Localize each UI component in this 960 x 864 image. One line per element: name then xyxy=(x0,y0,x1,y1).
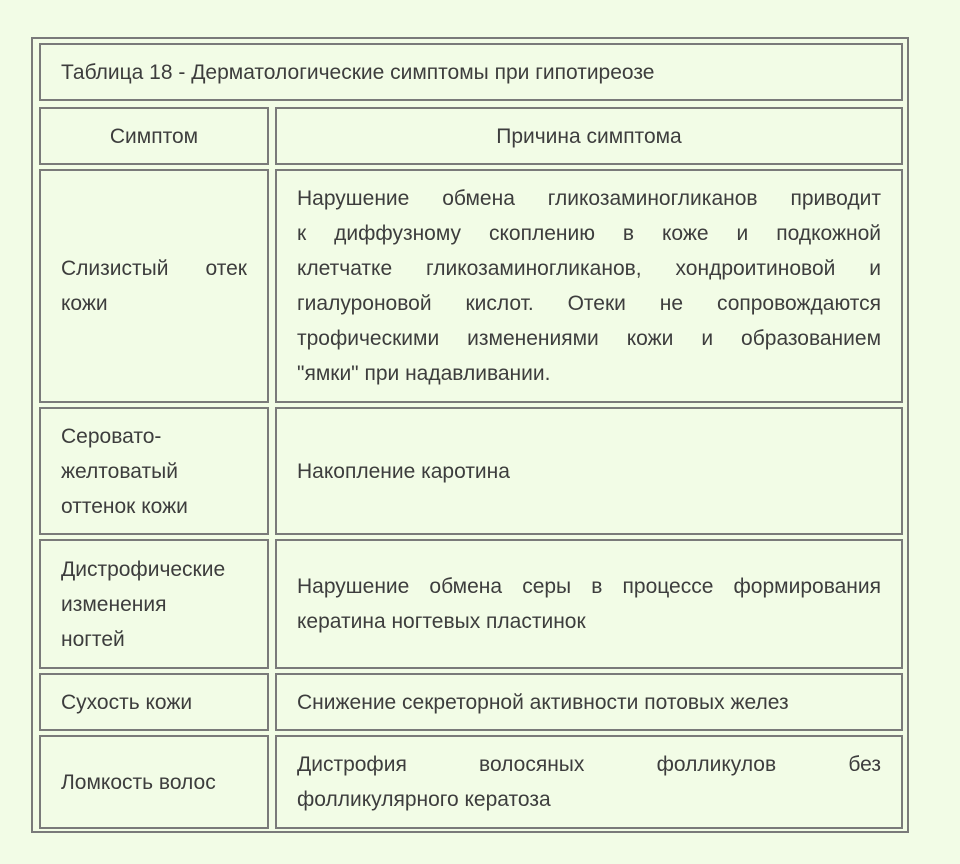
row-2-cause xyxy=(275,407,903,535)
row-1-symptom-lines xyxy=(61,251,247,321)
row-1-symptom xyxy=(39,169,269,403)
row-2-symptom-line: Серовато- xyxy=(61,424,162,448)
row-2-symptom-lines xyxy=(61,419,247,524)
row-5-cause xyxy=(275,735,903,829)
row-4-cause-line: Снижение секреторной активности потовых желез xyxy=(297,690,789,714)
row-3-cause-line: Нарушение обмена серы в процессе формирования xyxy=(297,575,881,598)
row-1-cause-line: трофическими изменениями кожи и образованием xyxy=(297,327,881,350)
row-3-symptom-line: изменения xyxy=(61,592,167,616)
row-3-cause-lines xyxy=(297,569,881,639)
row-1-cause-line: гиалуроновой кислот. Отеки не сопровождаются xyxy=(297,292,881,315)
row-4-symptom-line: Сухость кожи xyxy=(61,690,193,714)
row-5-symptom-line: Ломкость волос xyxy=(61,770,216,794)
row-5-cause-line: фолликулярного кератоза xyxy=(297,788,551,811)
row-4-symptom xyxy=(39,673,269,731)
row-1-cause-line: к диффузному скоплению в коже и подкожной xyxy=(297,222,881,245)
row-2-cause-lines xyxy=(297,454,881,489)
row-5-symptom-lines xyxy=(61,765,247,800)
row-2-symptom-line: оттенок кожи xyxy=(61,494,188,518)
row-1-cause-lines xyxy=(297,181,881,391)
row-3-symptom-lines xyxy=(61,552,247,657)
row-1-cause-line: Нарушение обмена гликозаминогликанов приводит xyxy=(297,187,881,210)
row-2-symptom xyxy=(39,407,269,535)
header-cause-label: Причина симптома xyxy=(496,124,682,148)
row-3-cause xyxy=(275,539,903,669)
row-2-symptom-line: желтоватый xyxy=(61,459,178,483)
row-1-cause-line: клетчатке гликозаминогликанов, хондроитиновой и xyxy=(297,257,881,280)
row-5-cause-lines xyxy=(297,747,881,817)
row-3-symptom xyxy=(39,539,269,669)
header-symptom xyxy=(39,107,269,165)
symptoms-table xyxy=(31,37,909,833)
row-1-cause-line: "ямки" при надавливании. xyxy=(297,362,551,385)
row-4-symptom-lines xyxy=(61,685,247,720)
row-3-symptom-line: ногтей xyxy=(61,627,125,651)
row-3-symptom-line: Дистрофические xyxy=(61,557,226,581)
row-5-symptom xyxy=(39,735,269,829)
row-1-symptom-line: Слизистый отек xyxy=(61,257,247,280)
row-4-cause-lines xyxy=(297,685,881,720)
row-5-cause-line: Дистрофия волосяных фолликулов без xyxy=(297,753,881,776)
table-caption xyxy=(39,43,903,101)
row-1-symptom-line: кожи xyxy=(61,292,108,315)
header-symptom-label: Симптом xyxy=(109,124,199,148)
header-cause xyxy=(275,107,903,165)
table-caption-text: Таблица 18 - Дерматологические симптомы при гипотиреозе xyxy=(61,60,655,84)
row-4-cause xyxy=(275,673,903,731)
row-3-cause-line: кератина ногтевых пластинок xyxy=(297,610,586,633)
row-1-cause xyxy=(275,169,903,403)
row-2-cause-line: Накопление каротина xyxy=(297,459,510,483)
